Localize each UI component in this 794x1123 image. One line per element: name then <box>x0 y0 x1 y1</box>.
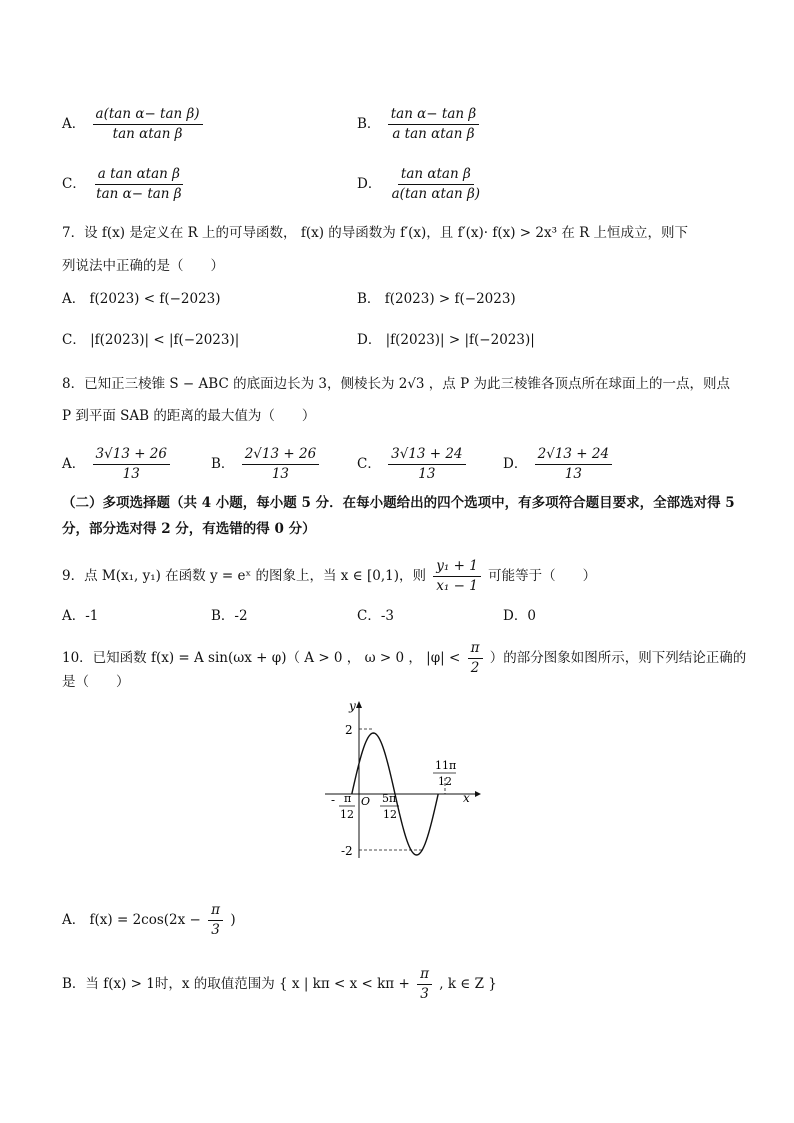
q8-option-b-label: B． <box>211 455 235 472</box>
q9-option-a: A．-1 <box>62 608 99 624</box>
q8-option-d-label: D． <box>503 455 528 472</box>
q8-option-b <box>211 446 322 483</box>
q8-option-b-den: 13 <box>271 465 290 482</box>
q6-option-a <box>62 106 206 143</box>
q8-option-c-num: 3√13 + 24 <box>388 446 465 465</box>
q7-option-d: D． |f(2023)| > |f(−2023)| <box>357 332 535 348</box>
q6-option-b-num: tan α− tan β <box>388 106 479 125</box>
q8-option-c <box>357 446 469 483</box>
q10-stem <box>62 640 746 677</box>
q6-option-d-den: a(tan αtan β) <box>391 185 481 202</box>
q6-option-b <box>357 106 482 143</box>
q9-stem-after: 可能等于（ ） <box>488 567 597 584</box>
left-tick-den: 12 <box>340 808 354 821</box>
q6-option-a-fraction <box>93 106 203 143</box>
q6-option-d-num: tan αtan β <box>398 166 474 185</box>
q10-option-b-frac-num: π <box>417 966 432 985</box>
q8-option-d-fraction <box>535 446 612 483</box>
q8-option-d <box>503 446 615 483</box>
left-tick-minus: - <box>331 793 336 807</box>
q8-option-b-num: 2√13 + 26 <box>242 446 319 465</box>
q10-stem-frac-num: π <box>468 640 483 659</box>
q10-option-a-frac-num: π <box>208 902 223 921</box>
q8-stem-line1: 8．已知正三棱锥 S − ABC 的底面边长为 3，侧棱长为 2√3 ，点 P 为此三棱锥各顶点所在球面上的一点，则点 <box>62 376 730 392</box>
y-max-label: 2 <box>345 723 353 737</box>
q8-option-c-label: C． <box>357 455 381 472</box>
q6-option-c-fraction <box>93 166 184 203</box>
q10-option-a-before: A． f(x) = 2cos(2x − <box>62 911 201 928</box>
q8-option-c-den: 13 <box>418 465 436 482</box>
q9-stem-before: 9．点 M(x₁, y₁) 在函数 y = eˣ 的图象上，当 x ∈ [0,1)，则 <box>62 567 426 584</box>
origin-label: O <box>361 795 371 808</box>
q8-option-a <box>62 446 173 483</box>
q6-option-d-label: D． <box>357 175 382 192</box>
q6-option-b-label: B． <box>357 115 381 132</box>
q6-option-b-den: a tan αtan β <box>392 125 475 142</box>
q10-option-a-fraction <box>208 902 223 939</box>
q6-option-c-num: a tan αtan β <box>95 166 183 185</box>
section-header-line2: 分，部分选对得 2 分，有选错的得 0 分） <box>62 521 316 537</box>
right-tick-num: 11π <box>435 759 457 772</box>
q10-stem-before: 10．已知函数 f(x) = A sin(ωx + φ)（ A > 0 ， ω > 0 ， |φ| < <box>62 649 461 666</box>
q10-stem-frac-den: 2 <box>470 659 480 676</box>
q6-option-c <box>62 166 188 203</box>
q8-stem-line2: P 到平面 SAB 的距离的最大值为（ ） <box>62 408 316 424</box>
q8-option-d-den: 13 <box>564 465 582 482</box>
q8-option-a-num: 3√13 + 26 <box>93 446 170 465</box>
q10-option-a-after: ) <box>230 911 236 928</box>
q10-stem-fraction <box>468 640 483 677</box>
y-axis-label: y <box>349 699 356 713</box>
q6-option-a-label: A． <box>62 115 86 132</box>
q6-option-d-fraction <box>389 166 483 203</box>
q10-option-b-before: B．当 f(x) > 1时，x 的取值范围为 { x | kπ < x < kπ + <box>62 975 410 992</box>
q10-option-a <box>62 902 236 939</box>
q10-stem-line2: 是（ ） <box>62 674 130 690</box>
q9-stem <box>62 558 596 595</box>
q9-fraction <box>433 558 481 595</box>
q8-option-a-fraction <box>93 446 170 483</box>
q6-option-c-label: C． <box>62 175 86 192</box>
mid-tick-num: 5π <box>382 792 397 805</box>
right-tick-den: 12 <box>438 775 452 788</box>
left-tick-num: π <box>344 792 352 805</box>
mid-tick-den: 12 <box>383 808 397 821</box>
y-axis-arrow <box>356 701 362 708</box>
q10-option-b-after: , k ∈ Z } <box>439 975 497 992</box>
q9-frac-num: y₁ + 1 <box>433 558 481 577</box>
q10-option-a-frac-den: 3 <box>211 921 220 938</box>
section-header-line1: （二）多项选择题（共 4 小题，每小题 5 分．在每小题给出的四个选项中，有多项符合题目要求，全部选对得 5 <box>62 495 735 511</box>
q8-option-d-num: 2√13 + 24 <box>535 446 612 465</box>
q10-stem-after: ）的部分图象如图所示，则下列结论正确的 <box>489 649 747 666</box>
q10-option-b <box>62 966 497 1003</box>
q8-option-b-fraction <box>242 446 319 483</box>
q8-option-a-label: A． <box>62 455 86 472</box>
q9-option-b: B．-2 <box>211 608 248 624</box>
q6-option-a-num: a(tan α− tan β) <box>93 106 203 125</box>
y-min-label: -2 <box>341 844 353 858</box>
q6-option-d <box>357 166 486 203</box>
q6-option-c-den: tan α− tan β <box>96 185 182 202</box>
q9-option-c: C．-3 <box>357 608 394 624</box>
q10-option-b-frac-den: 3 <box>420 985 429 1002</box>
q9-frac-den: x₁ − 1 <box>436 577 478 594</box>
q10-sine-graph <box>325 698 485 868</box>
q9-option-d: D．0 <box>503 608 536 624</box>
q7-stem-line2: 列说法中正确的是（ ） <box>62 258 224 274</box>
q7-option-c: C． |f(2023)| < |f(−2023)| <box>62 332 240 348</box>
q7-stem-line1: 7．设 f(x) 是定义在 R 上的可导函数， f(x) 的导函数为 f′(x)，且 f′(x)· f(x) > 2x³ 在 R 上恒成立，则下 <box>62 225 689 241</box>
x-axis-label: x <box>463 791 470 805</box>
q8-option-a-den: 13 <box>122 465 140 482</box>
q10-option-b-fraction <box>417 966 432 1003</box>
q6-option-a-den: tan αtan β <box>112 125 183 142</box>
q8-option-c-fraction <box>388 446 465 483</box>
q7-option-a: A． f(2023) < f(−2023) <box>62 291 221 307</box>
x-axis-arrow <box>475 791 481 797</box>
q6-option-b-fraction <box>388 106 479 143</box>
q7-option-b: B． f(2023) > f(−2023) <box>357 291 516 307</box>
